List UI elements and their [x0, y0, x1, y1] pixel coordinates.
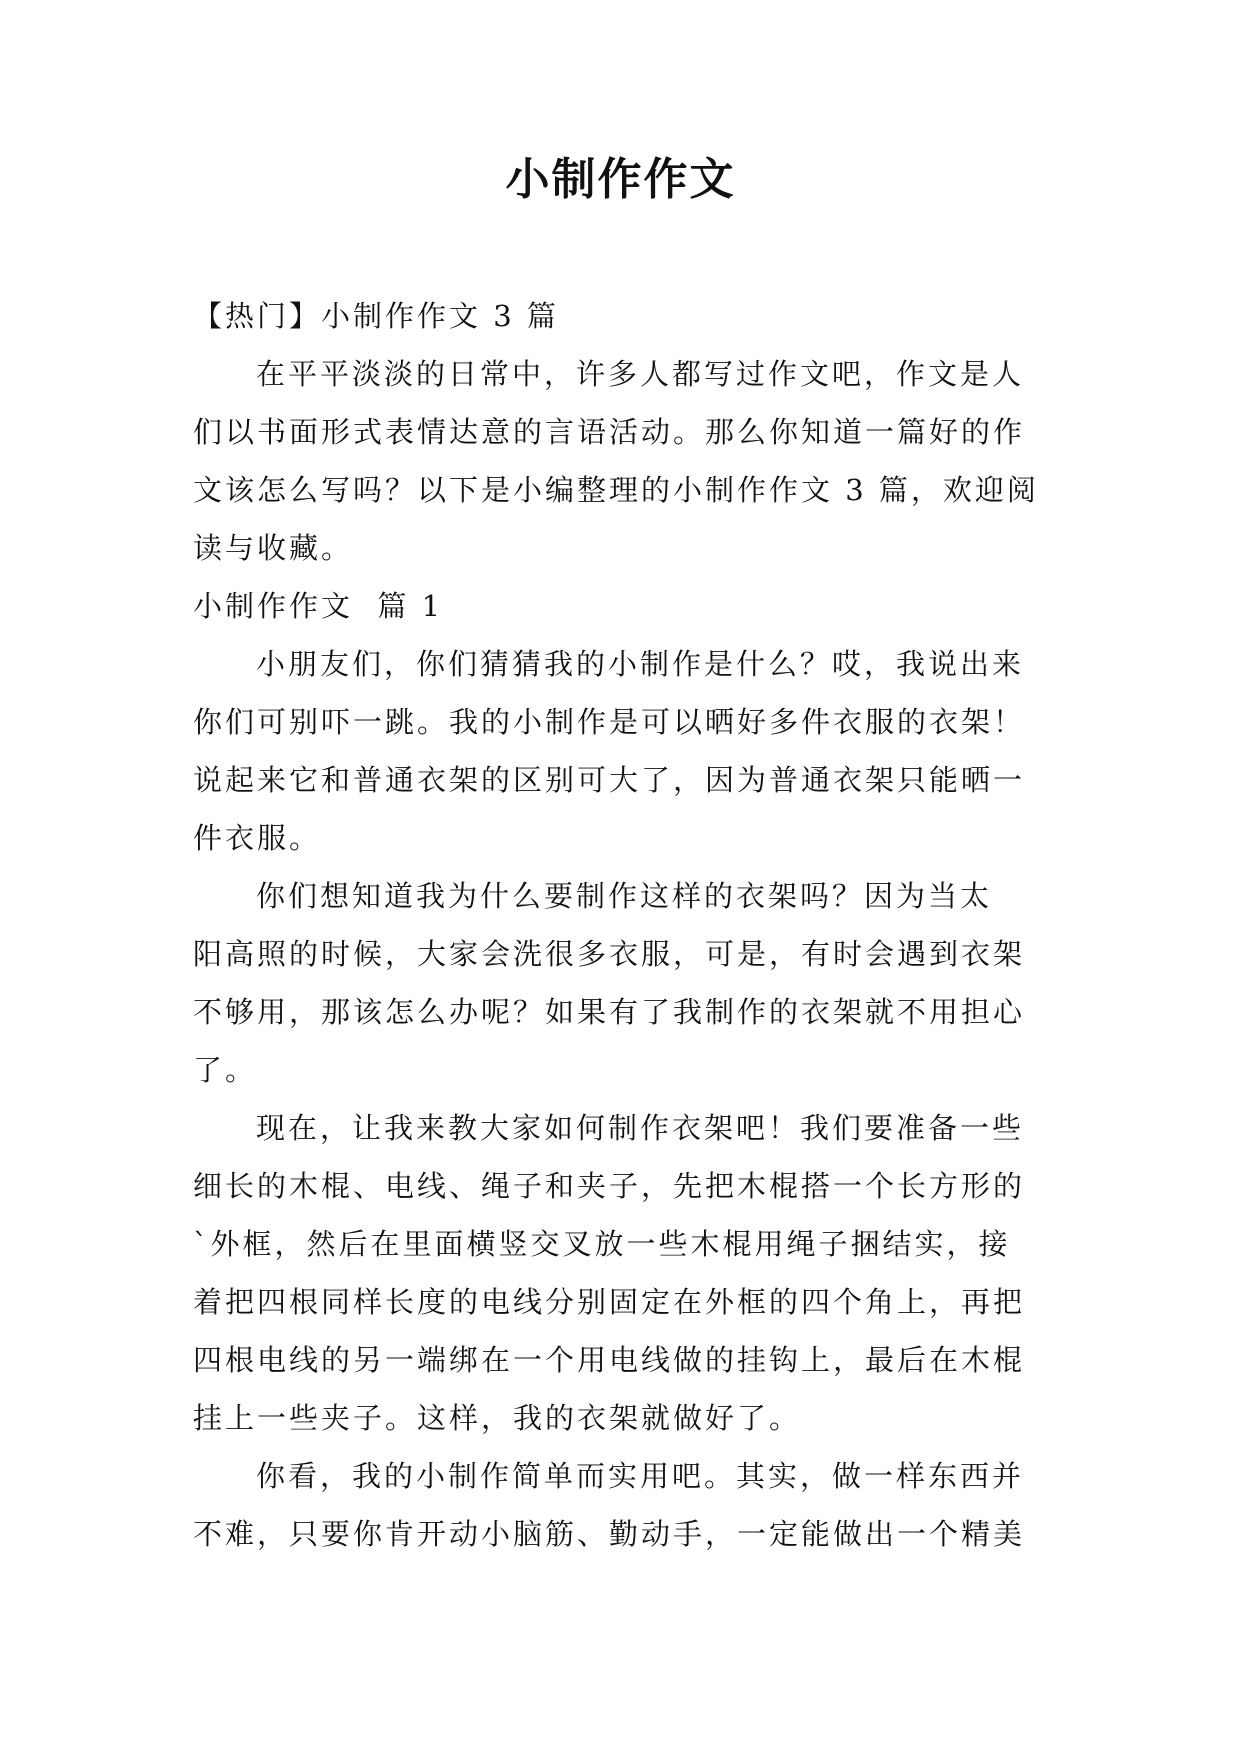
text-line: 不难，只要你肯开动小脑筋、勤动手，一定能做出一个精美: [193, 1517, 1026, 1551]
text-line: 小朋友们，你们猜猜我的小制作是什么？哎，我说出来: [256, 647, 1025, 681]
text-line: 了。: [193, 1053, 258, 1087]
text-line: `外框，然后在里面横竖交叉放一些木棍用绳子捆结实，接: [193, 1227, 1011, 1261]
document-body: [193, 287, 1053, 1563]
text-line: 说起来它和普通衣架的区别可大了，因为普通衣架只能晒一: [193, 763, 1026, 797]
text-line: 件衣服。: [193, 821, 322, 855]
text-line: 细长的木棍、电线、绳子和夹子，先把木棍搭一个长方形的: [193, 1169, 1026, 1203]
text-line: 文该怎么写吗？以下是小编整理的小制作作文 3 篇，欢迎阅: [193, 473, 1039, 507]
text-line: 【热门】小制作作文 3 篇: [193, 299, 559, 333]
text-line: 不够用，那该怎么办呢？如果有了我制作的衣架就不用担心: [193, 995, 1026, 1029]
text-line: 你们可别吓一跳。我的小制作是可以晒好多件衣服的衣架！: [193, 705, 1026, 739]
section-heading: 小制作作文 篇 1: [193, 589, 444, 623]
text-line: 现在，让我来教大家如何制作衣架吧！我们要准备一些: [256, 1111, 1025, 1145]
text-line: 你们想知道我为什么要制作这样的衣架吗？因为当太: [256, 879, 993, 913]
document-title: 小制作作文: [505, 154, 736, 205]
text-line: 着把四根同样长度的电线分别固定在外框的四个角上，再把: [193, 1285, 1026, 1319]
text-line: 在平平淡淡的日常中，许多人都写过作文吧，作文是人: [256, 357, 1025, 391]
text-line: 四根电线的另一端绑在一个用电线做的挂钩上，最后在木棍: [193, 1343, 1026, 1377]
text-line: 阳高照的时候，大家会洗很多衣服，可是，有时会遇到衣架: [193, 937, 1026, 971]
text-line: 你看，我的小制作简单而实用吧。其实，做一样东西并: [256, 1459, 1025, 1493]
text-line: 读与收藏。: [193, 531, 354, 565]
text-line: 们以书面形式表情达意的言语活动。那么你知道一篇好的作: [193, 415, 1026, 449]
text-line: 挂上一些夹子。这样，我的衣架就做好了。: [193, 1401, 802, 1435]
